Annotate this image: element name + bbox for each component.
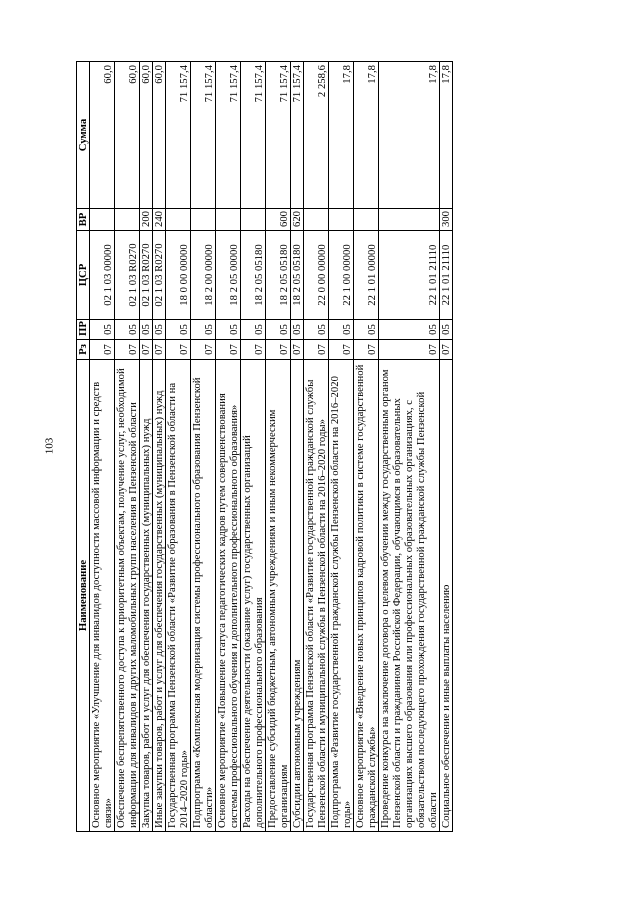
row-pr: 05 bbox=[153, 320, 166, 340]
row-pr: 05 bbox=[90, 320, 115, 340]
row-pr: 05 bbox=[191, 320, 216, 340]
row-vr bbox=[166, 209, 191, 231]
row-vr bbox=[329, 209, 354, 231]
row-rz: 07 bbox=[354, 340, 379, 360]
row-name: Иные закупки товаров, работ и услуг для обеспечения государственных (муниципальных) нужд bbox=[153, 360, 166, 832]
row-pr: 05 bbox=[354, 320, 379, 340]
row-sum: 71 157,4 bbox=[166, 62, 191, 209]
row-csr: 22 1 01 21110 bbox=[379, 231, 440, 320]
row-rz: 07 bbox=[291, 340, 304, 360]
row-name: Предоставление субсидий бюджетным, автономным учреждениям и иным некоммерческим организациям bbox=[266, 360, 291, 832]
row-name: Проведение конкурса на заключение договора о целевом обучении между государственным органом Пензенской области и гражданином Российской Федерации, обучающимся в образовательных организациях высшего образования или профессиональных образовательных организациях, с обязательством последующего прохождения государственной гражданской службы Пензенской области bbox=[379, 360, 440, 832]
table-row bbox=[90, 62, 115, 832]
header-rz: Рз bbox=[77, 340, 90, 360]
row-vr: 200 bbox=[140, 209, 153, 231]
row-name: Подпрограмма «Развитие государственной гражданской службы Пензенской области на 2016–2020 годы» bbox=[329, 360, 354, 832]
table-row bbox=[329, 62, 354, 832]
row-sum: 60,0 bbox=[90, 62, 115, 209]
row-csr: 18 2 05 00000 bbox=[216, 231, 241, 320]
row-sum: 17,8 bbox=[329, 62, 354, 209]
table-row bbox=[304, 62, 329, 832]
row-pr: 05 bbox=[440, 320, 453, 340]
row-rz: 07 bbox=[440, 340, 453, 360]
row-pr: 05 bbox=[166, 320, 191, 340]
row-rz: 07 bbox=[304, 340, 329, 360]
row-csr: 18 2 05 05180 bbox=[291, 231, 304, 320]
table-row bbox=[379, 62, 440, 832]
row-rz: 07 bbox=[379, 340, 440, 360]
row-csr: 02 1 03 R0270 bbox=[140, 231, 153, 320]
row-rz: 07 bbox=[216, 340, 241, 360]
row-name: Закупка товаров, работ и услуг для обеспечения государственных (муниципальных) нужд bbox=[140, 360, 153, 832]
table-row bbox=[354, 62, 379, 832]
row-vr: 300 bbox=[440, 209, 453, 231]
table-row bbox=[115, 62, 140, 832]
table-row bbox=[216, 62, 241, 832]
row-rz: 07 bbox=[329, 340, 354, 360]
row-name: Субсидии автономным учреждениям bbox=[291, 360, 304, 832]
budget-table-container bbox=[76, 62, 576, 832]
row-vr bbox=[379, 209, 440, 231]
budget-table bbox=[76, 61, 453, 832]
row-vr: 600 bbox=[266, 209, 291, 231]
row-vr bbox=[191, 209, 216, 231]
row-rz: 07 bbox=[115, 340, 140, 360]
row-name: Подпрограмма «Комплексная модернизация системы профессионального образования Пензенской области» bbox=[191, 360, 216, 832]
row-vr: 240 bbox=[153, 209, 166, 231]
row-rz: 07 bbox=[153, 340, 166, 360]
row-vr bbox=[354, 209, 379, 231]
table-row bbox=[166, 62, 191, 832]
table-row bbox=[153, 62, 166, 832]
table-row bbox=[140, 62, 153, 832]
row-vr bbox=[304, 209, 329, 231]
row-sum: 71 157,4 bbox=[191, 62, 216, 209]
table-row bbox=[191, 62, 216, 832]
header-pr: ПР bbox=[77, 320, 90, 340]
row-rz: 07 bbox=[191, 340, 216, 360]
row-sum: 60,0 bbox=[153, 62, 166, 209]
row-csr: 22 0 00 00000 bbox=[304, 231, 329, 320]
page-number: 103 bbox=[43, 437, 56, 455]
row-name: Социальное обеспечение и иные выплаты населению bbox=[440, 360, 453, 832]
row-sum: 71 157,4 bbox=[266, 62, 291, 209]
row-csr: 18 2 05 05180 bbox=[266, 231, 291, 320]
row-sum: 71 157,4 bbox=[216, 62, 241, 209]
row-pr: 05 bbox=[140, 320, 153, 340]
row-pr: 05 bbox=[241, 320, 266, 340]
row-name: Расходы на обеспечение деятельности (оказание услуг) государственных организаций дополнительного профессионального образования bbox=[241, 360, 266, 832]
row-csr: 18 2 00 00000 bbox=[191, 231, 216, 320]
row-csr: 22 1 01 00000 bbox=[354, 231, 379, 320]
row-name: Основное мероприятие «Повышение статуса педагогических кадров путем совершенствования системы профессионального обучения и дополнительного профессионального образования» bbox=[216, 360, 241, 832]
row-rz: 07 bbox=[166, 340, 191, 360]
row-rz: 07 bbox=[241, 340, 266, 360]
row-name: Обеспечение беспрепятственного доступа к приоритетным объектам, получение услуг, необходимой информации для инвалидов и других маломобильных групп населения в Пензенской области bbox=[115, 360, 140, 832]
row-csr: 18 0 00 00000 bbox=[166, 231, 191, 320]
row-name: Государственная программа Пензенской области «Развитие государственной гражданской службы Пензенской области и муниципальной службы в Пензенской области на 2016–2020 годы» bbox=[304, 360, 329, 832]
header-vr: ВР bbox=[77, 209, 90, 231]
header-sum: Сумма bbox=[77, 62, 90, 209]
row-sum: 17,8 bbox=[379, 62, 440, 209]
table-row bbox=[291, 62, 304, 832]
row-sum: 60,0 bbox=[115, 62, 140, 209]
row-vr bbox=[216, 209, 241, 231]
row-sum: 71 157,4 bbox=[241, 62, 266, 209]
table-row bbox=[241, 62, 266, 832]
row-pr: 05 bbox=[266, 320, 291, 340]
row-sum: 17,8 bbox=[440, 62, 453, 209]
header-csr: ЦСР bbox=[77, 231, 90, 320]
row-sum: 2 258,6 bbox=[304, 62, 329, 209]
row-pr: 05 bbox=[216, 320, 241, 340]
row-rz: 07 bbox=[140, 340, 153, 360]
row-vr: 620 bbox=[291, 209, 304, 231]
row-csr: 02 1 03 R0270 bbox=[153, 231, 166, 320]
row-csr: 02 1 03 R0270 bbox=[115, 231, 140, 320]
row-name: Основное мероприятие «Улучшение для инвалидов доступности массовой информации и средств связи» bbox=[90, 360, 115, 832]
table-row bbox=[266, 62, 291, 832]
row-name: Основное мероприятие «Внедрение новых принципов кадровой политики в системе государственной гражданской службы» bbox=[354, 360, 379, 832]
row-rz: 07 bbox=[266, 340, 291, 360]
row-csr: 22 1 00 00000 bbox=[329, 231, 354, 320]
row-pr: 05 bbox=[379, 320, 440, 340]
row-csr: 22 1 01 21110 bbox=[440, 231, 453, 320]
row-vr bbox=[115, 209, 140, 231]
header-name: Наименование bbox=[77, 360, 90, 832]
row-rz: 07 bbox=[90, 340, 115, 360]
row-sum: 60,0 bbox=[140, 62, 153, 209]
row-csr: 02 1 03 00000 bbox=[90, 231, 115, 320]
row-vr bbox=[241, 209, 266, 231]
row-name: Государственная программа Пензенской области «Развитие образования в Пензенской области на 2014–2020 годы» bbox=[166, 360, 191, 832]
row-vr bbox=[90, 209, 115, 231]
row-pr: 05 bbox=[291, 320, 304, 340]
row-sum: 17,8 bbox=[354, 62, 379, 209]
table-header-row bbox=[77, 62, 90, 832]
row-pr: 05 bbox=[115, 320, 140, 340]
row-sum: 71 157,4 bbox=[291, 62, 304, 209]
row-pr: 05 bbox=[304, 320, 329, 340]
row-csr: 18 2 05 05180 bbox=[241, 231, 266, 320]
row-pr: 05 bbox=[329, 320, 354, 340]
table-row bbox=[440, 62, 453, 832]
